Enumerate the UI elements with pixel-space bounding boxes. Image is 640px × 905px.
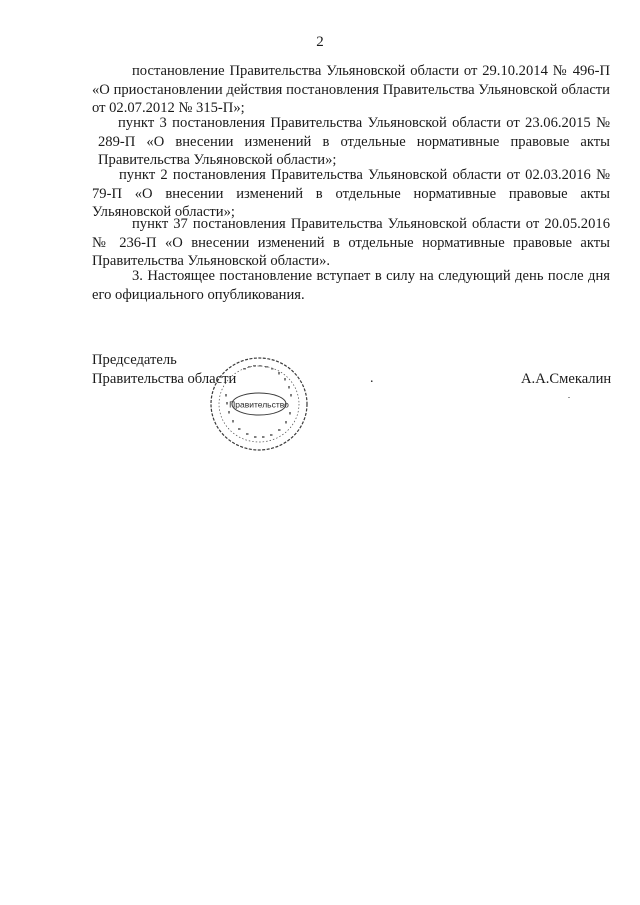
paragraph-text: 3. Настоящее постановление вступает в силу на следующий день после дня его официального опубликования. [92,268,610,303]
paragraph-5 [92,267,610,304]
signatory-title-line-1: Председатель [92,352,177,368]
scan-speck [568,397,570,398]
official-seal-stamp [208,354,310,454]
paragraph-4 [92,215,610,271]
signatory-title-line-2: Правительства области [92,371,237,387]
paragraph-text: постановление Правительства Ульяновской области от 29.10.2014 № 496-П «О приостановлении действия постановления Правительства Ульяновской области от 02.07.2012 № 315-П»; [92,63,610,116]
signatory-name: А.А.Смекалин [521,371,612,387]
paragraph-text: пункт 2 постановления Правительства Ульяновской области от 02.03.2016 № 79-П «О внесении изменений в отдельные нормативные правовые акты Ульяновской области»; [92,167,610,220]
paragraph-3 [92,166,610,222]
paragraph-text: пункт 37 постановления Правительства Ульяновской области от 20.05.2016 № 236-П «О внесении изменений в отдельные нормативные правовые акты Правительства Ульяновской области». [92,216,610,269]
page-number: 2 [316,34,324,50]
paragraph-2 [98,114,610,170]
paragraph-text: пункт 3 постановления Правительства Ульяновской области от 23.06.2015 № 289-П «О внесении изменений в отдельные нормативные правовые акты Правительства Ульяновской области»; [98,115,610,168]
stamp-center-text: Правительство [229,399,289,410]
signature-separator: . [370,371,374,386]
paragraph-1 [92,62,610,118]
